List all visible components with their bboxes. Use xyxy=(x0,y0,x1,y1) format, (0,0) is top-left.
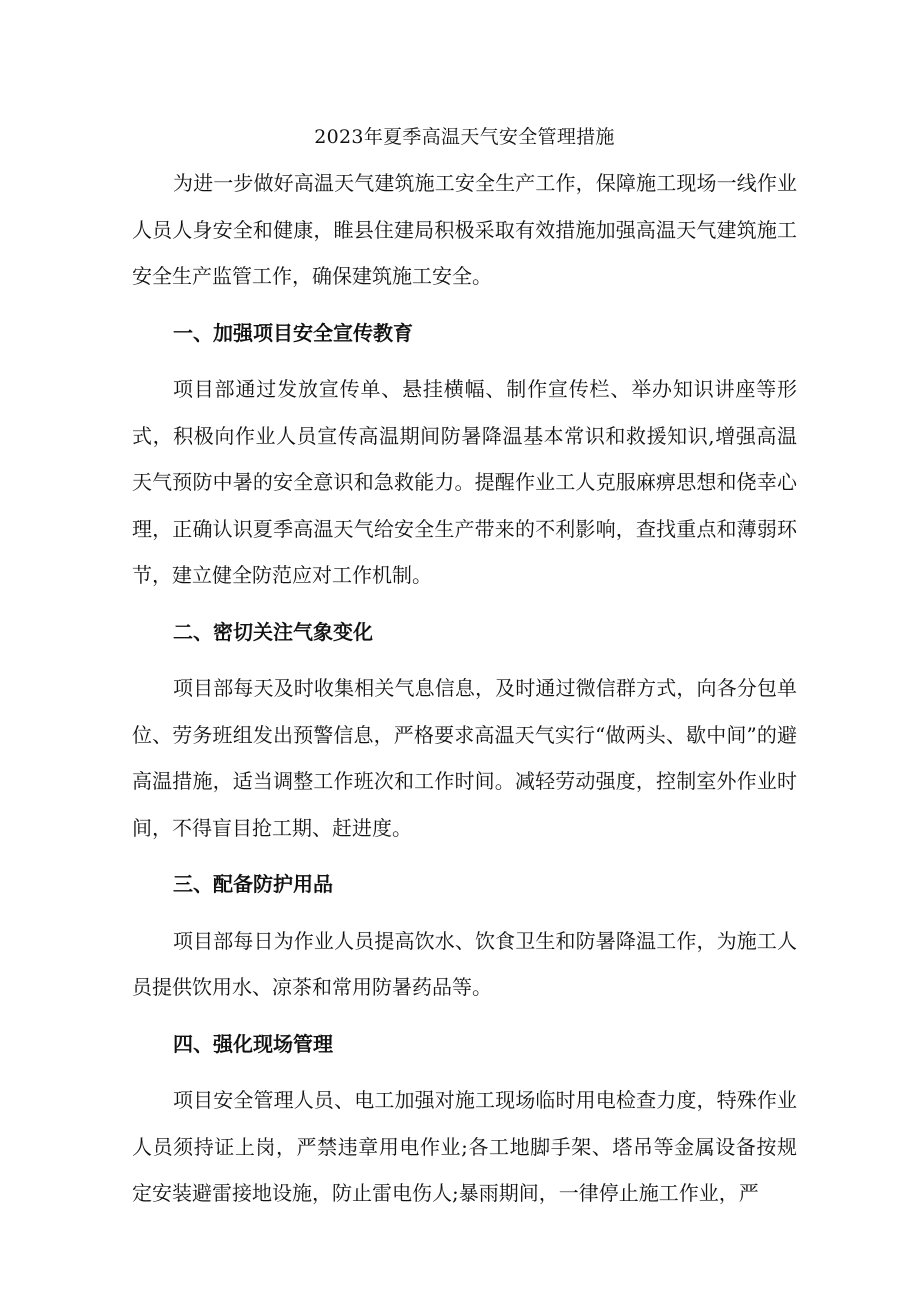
spacer xyxy=(132,599,797,609)
section-heading-3: 三、配备防护用品 xyxy=(173,872,333,896)
spacer xyxy=(132,1067,797,1077)
section-body-4: 项目安全管理人员、电工加强对施工现场临时用电检查力度，特殊作业人员须持证上岗，严禁违章用电作业;各工地脚手架、塔吊等金属设备按规定安装避雷接地设施，防止雷电伤人;暴雨期间，一律停止施工作业，严 xyxy=(132,1088,797,1205)
section-heading-2: 二、密切关注气象变化 xyxy=(173,619,373,644)
spacer xyxy=(132,300,797,310)
spacer xyxy=(132,356,797,366)
section-body-2: 项目部每天及时收集相关气息信息，及时通过微信群方式，向各分包单位、劳务班组发出预警信息，严格要求高温天气实行“做两头、歇中间”的避高温措施，适当调整工作班次和工作时间。减轻劳动强度，控制室外作业时间，不得盲目抢工期、赶进度。 xyxy=(132,676,797,840)
spacer xyxy=(132,1011,797,1021)
section-heading-1: 一、加强项目安全宣传教育 xyxy=(173,320,413,345)
section-body-3: 项目部每日为作业人员提高饮水、饮食卫生和防暑降温工作，为施工人员提供饮用水、凉茶和常用防暑药品等。 xyxy=(132,928,797,999)
section-heading-4: 四、强化现场管理 xyxy=(173,1031,333,1056)
document-title: 2023年夏季高温天气安全管理措施 xyxy=(314,126,615,148)
intro-paragraph: 为进一步做好高温天气建筑施工安全生产工作，保障施工现场一线作业人员人身安全和健康，睢县住建局积极采取有效措施加强高温天气建筑施工安全生产监管工作，确保建筑施工安全。 xyxy=(132,171,797,288)
spacer xyxy=(132,655,797,665)
section-body-1: 项目部通过发放宣传单、悬挂横幅、制作宣传栏、举办知识讲座等形式，积极向作业人员宣传高温期间防暑降温基本常识和救援知识,增强高温天气预防中暑的安全意识和急救能力。提醒作业工人克服麻痹思想和侥幸心理，正确认识夏季高温天气给安全生产带来的不利影响，查找重点和薄弱环节，建立健全防范应对工作机制。 xyxy=(132,377,797,587)
spacer xyxy=(132,851,797,861)
spacer xyxy=(132,908,797,918)
document-body xyxy=(132,120,797,1217)
